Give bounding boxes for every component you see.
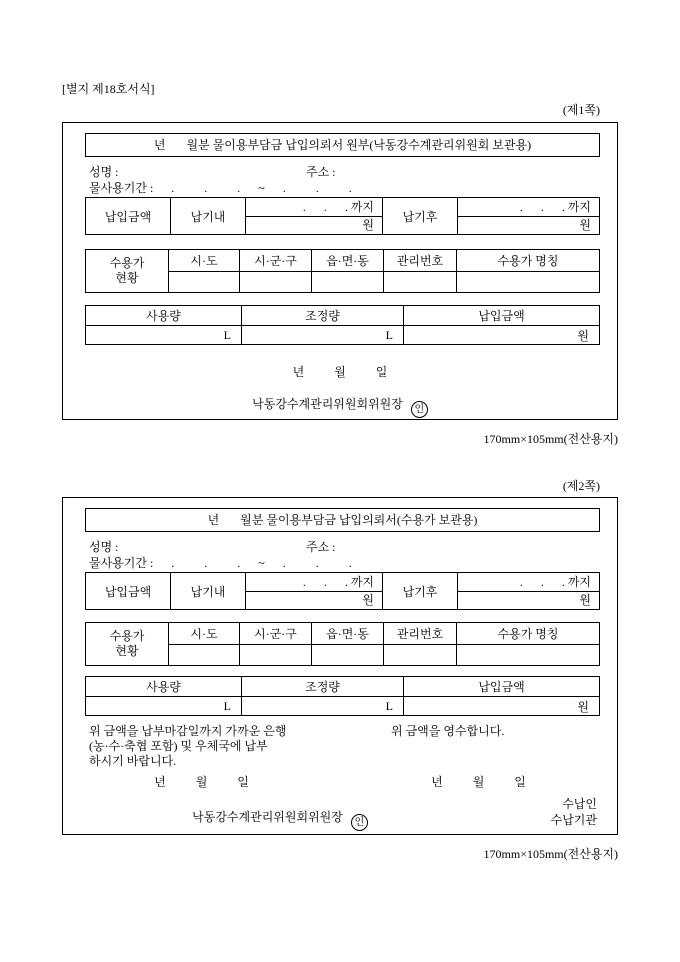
won-label: 원: [362, 218, 374, 232]
form2-chairman-line: [63, 808, 497, 831]
usage-data-row: [86, 697, 599, 715]
form2-customer-table: [85, 622, 600, 666]
customer-data-row: [169, 272, 599, 292]
form-reference-label: [별지 제18호서식]: [62, 82, 155, 96]
form1-customer-table: [85, 249, 600, 293]
amount-label-cell: 납입금액: [104, 209, 152, 224]
address-label: 주소 :: [306, 540, 336, 554]
adjusted-liters-unit: L: [241, 697, 403, 715]
form2-date-lines: [63, 773, 617, 789]
header-sigungu: 시·군·구: [239, 250, 311, 271]
customer-label-line2: 현황: [115, 271, 139, 285]
receiver-org-label: 수납기관: [550, 812, 597, 827]
header-eupmyeondong: 읍·면·동: [311, 250, 383, 271]
due-after-date-cell: [457, 573, 599, 609]
header-management-number: 관리번호: [383, 250, 456, 271]
usage-header-row: [86, 677, 599, 697]
won-label: 원: [579, 218, 591, 232]
name-label: 성명 :: [89, 540, 119, 554]
form2-date-line-right: 년 월 일: [431, 775, 526, 789]
period-label: 물사용기간 :: [89, 556, 154, 570]
usage-liters-unit: L: [223, 327, 231, 342]
cell-sigungu-blank: [239, 272, 311, 292]
until-date-blank: . . . 까지: [246, 198, 382, 217]
header-management-number: 관리번호: [383, 623, 456, 644]
period-end-blank: . . .: [264, 181, 352, 195]
cell-sido-blank: [169, 645, 239, 665]
cell-management-number-blank: [383, 645, 456, 665]
tilde-separator: ~: [258, 181, 265, 195]
instruction-line1: 위 금액을 납부마감일까지 가까운 은행: [89, 724, 287, 738]
instruction-line3: 하시기 바랍니다.: [89, 754, 177, 768]
header-sido: 시·도: [190, 627, 218, 641]
address-label: 주소 :: [306, 165, 336, 179]
customer-label-line1: 수용가: [109, 256, 145, 270]
header-customer-name: 수용가 명칭: [456, 250, 599, 271]
period-start-blank: . . .: [153, 556, 259, 570]
cell-management-number-blank: [383, 272, 456, 292]
customer-header-row: [169, 250, 599, 272]
customer-header-row: [169, 623, 599, 645]
cell-eupmyeondong-blank: [311, 645, 383, 665]
form2-title: 년 월분 물이용부담금 납입의뢰서(수용가 보관용): [85, 508, 600, 532]
form2-notice-row: [89, 724, 617, 769]
won-label: 원: [579, 593, 591, 607]
receiver-label: 수납인: [562, 797, 597, 811]
form1-container: [62, 122, 618, 420]
cell-customer-name-blank: [456, 645, 599, 665]
header-sigungu: 시·군·구: [239, 623, 311, 644]
form2-date-line-left: 년 월 일: [154, 775, 249, 789]
won-label: 원: [362, 593, 374, 607]
due-after-label-cell: 납기후: [382, 198, 457, 234]
header-sido: 시·도: [190, 254, 218, 268]
form2-payment-table: [85, 572, 600, 610]
form1-payment-table: [85, 197, 600, 235]
form1-usage-table: [85, 305, 600, 345]
due-within-date-cell: [245, 198, 382, 234]
paper-size-note: 170mm×105mm(전산용지): [483, 847, 618, 861]
until-date-blank: . . . 까지: [458, 573, 599, 592]
usage-liters-unit: L: [223, 698, 231, 713]
until-date-blank: . . . 까지: [458, 198, 599, 217]
amount-label-cell: 납입금액: [104, 584, 152, 599]
chairman-title: 낙동강수계관리위원회위원장: [192, 809, 343, 824]
due-within-date-cell: [245, 573, 382, 609]
header-eupmyeondong: 읍·면·동: [311, 623, 383, 644]
form2-name-row: [89, 538, 617, 554]
form1-title: 년 월분 물이용부담금 납입의뢰서 원부(낙동강수계관리위원회 보관용): [85, 133, 600, 157]
period-end-blank: . . .: [264, 556, 352, 570]
seal-icon: 인: [351, 814, 368, 831]
customer-status-label: [86, 250, 169, 292]
cell-eupmyeondong-blank: [311, 272, 383, 292]
customer-table-body: [169, 623, 599, 665]
seal-icon: 인: [411, 401, 428, 418]
cell-customer-name-blank: [456, 272, 599, 292]
cell-sigungu-blank: [239, 645, 311, 665]
due-within-label-cell: 납기내: [170, 573, 245, 609]
page1-marker: (제1쪽): [562, 103, 600, 117]
adjusted-liters-unit: L: [241, 326, 403, 344]
receipt-confirmation-text: 위 금액을 영수합니다.: [391, 724, 505, 738]
cell-sido-blank: [169, 272, 239, 292]
customer-table-body: [169, 250, 599, 292]
chairman-title: 낙동강수계관리위원회위원장: [252, 397, 403, 411]
form1-chairman-line: [63, 395, 617, 413]
customer-label-line1: 수용가: [109, 629, 145, 643]
customer-data-row: [169, 645, 599, 665]
header-usage: 사용량: [146, 680, 181, 694]
amount-won-unit: 원: [403, 326, 599, 344]
instruction-line2: (농·수·축협 포함) 및 우체국에 납부: [89, 739, 268, 753]
payment-instruction-text: [89, 724, 389, 769]
amount-won-unit: 원: [403, 697, 599, 715]
header-adjusted: 조정량: [241, 677, 403, 696]
customer-status-label: [86, 623, 169, 665]
paper-size-note: 170mm×105mm(전산용지): [483, 432, 618, 446]
form2-container: [62, 497, 618, 835]
tilde-separator: ~: [258, 556, 265, 570]
period-label: 물사용기간 :: [89, 181, 154, 195]
form1-date-line: 년 월 일: [292, 365, 388, 379]
form2-usage-table: [85, 676, 600, 716]
due-within-label-cell: 납기내: [170, 198, 245, 234]
due-after-label-cell: 납기후: [382, 573, 457, 609]
header-customer-name: 수용가 명칭: [456, 623, 599, 644]
name-label: 성명 :: [89, 165, 119, 179]
usage-data-row: [86, 326, 599, 344]
form1-name-row: [89, 163, 617, 179]
header-amount: 납입금액: [403, 677, 599, 696]
page2-marker: (제2쪽): [562, 479, 600, 493]
form1-period-row: [89, 179, 617, 195]
header-amount: 납입금액: [403, 306, 599, 325]
usage-header-row: [86, 306, 599, 326]
due-after-date-cell: [457, 198, 599, 234]
form2-bottom-row: [63, 810, 617, 828]
period-start-blank: . . .: [153, 181, 259, 195]
customer-label-line2: 현황: [115, 644, 139, 658]
until-date-blank: . . . 까지: [246, 573, 382, 592]
header-adjusted: 조정량: [241, 306, 403, 325]
form2-period-row: [89, 554, 617, 570]
header-usage: 사용량: [146, 309, 181, 323]
